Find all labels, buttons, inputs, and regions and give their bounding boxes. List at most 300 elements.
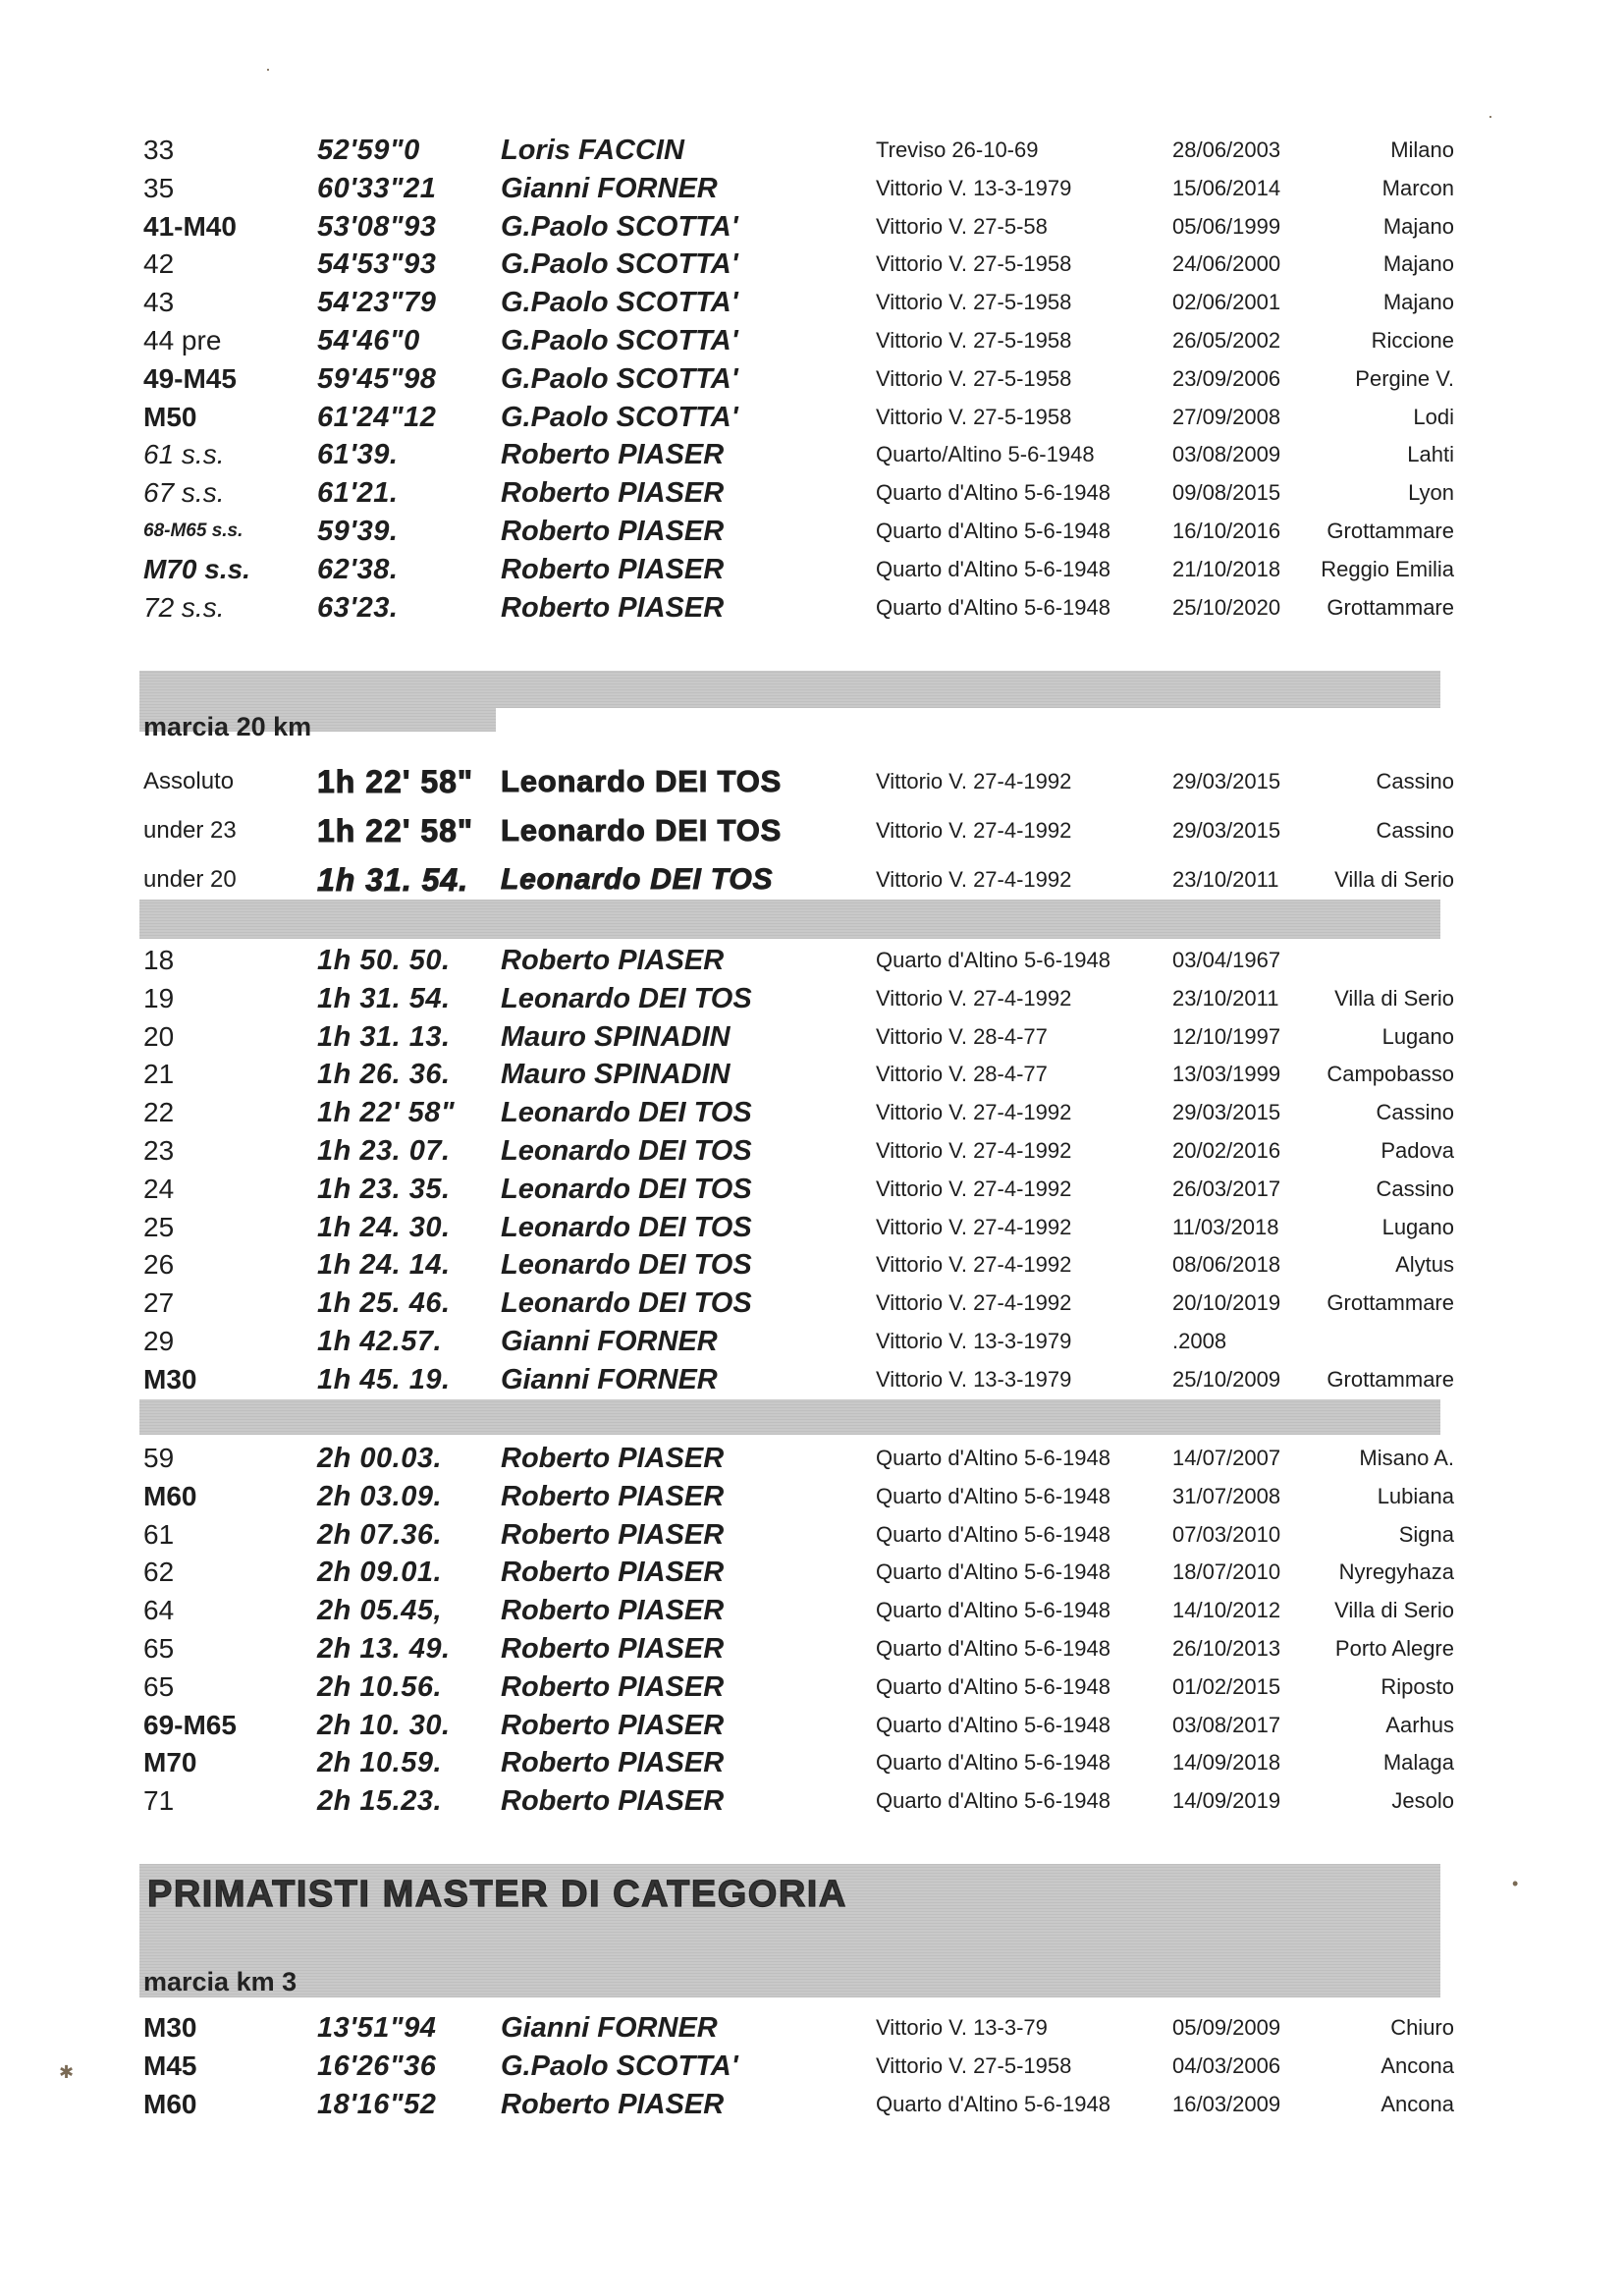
birth-place-date: Vittorio V. 28-4-77	[876, 1062, 1048, 1087]
record-date: 16/03/2009	[1172, 2091, 1281, 2116]
record-time: 2h 09.01.	[317, 1557, 443, 1589]
category-age: 68-M65 s.s.	[143, 519, 244, 541]
record-venue: Aarhus	[1385, 1712, 1454, 1737]
section-band-marcia-20	[139, 671, 1440, 708]
record-row	[0, 980, 1624, 1018]
record-venue: Grottammare	[1326, 518, 1454, 543]
record-row	[0, 284, 1624, 322]
category-age: 26	[143, 1249, 175, 1281]
record-date: 29/03/2015	[1172, 818, 1281, 843]
scan-speck: •	[1512, 1874, 1519, 1893]
record-time: 59'45"98	[317, 362, 437, 395]
record-venue: Marcon	[1381, 175, 1454, 200]
scan-speck: ✱	[59, 2062, 75, 2082]
record-venue: Lubiana	[1377, 1483, 1454, 1508]
athlete-name: Roberto PIASER	[501, 1557, 725, 1589]
athlete-name: Gianni FORNER	[501, 172, 718, 204]
birth-place-date: Vittorio V. 13-3-1979	[876, 175, 1072, 200]
record-time: 2h 10.59.	[317, 1747, 443, 1779]
birth-place-date: Quarto d'Altino 5-6-1948	[876, 1521, 1111, 1547]
record-time: 2h 05.45,	[317, 1595, 443, 1627]
record-time: 1h 31. 54.	[317, 982, 451, 1014]
record-time: 1h 31. 54.	[317, 862, 469, 898]
record-time: 2h 10.56.	[317, 1670, 443, 1703]
birth-place-date: Quarto d'Altino 5-6-1948	[876, 518, 1111, 543]
athlete-name: Gianni FORNER	[501, 1325, 718, 1357]
record-venue: Misano A.	[1359, 1446, 1454, 1470]
record-time: 1h 22' 58"	[317, 764, 474, 799]
record-row	[0, 436, 1624, 474]
record-date: 21/10/2018	[1172, 556, 1281, 581]
record-venue: Malaga	[1382, 1750, 1454, 1776]
record-time: 1h 31. 13.	[317, 1020, 451, 1053]
record-row	[0, 322, 1624, 360]
birth-place-date: Vittorio V. 13-3-1979	[876, 1328, 1072, 1353]
record-venue: Ancona	[1380, 2091, 1454, 2116]
record-time: 1h 24. 14.	[317, 1249, 451, 1282]
record-row	[0, 1630, 1624, 1668]
record-venue: Pergine V.	[1355, 365, 1454, 391]
athlete-name: Loris FACCIN	[501, 135, 684, 166]
athlete-name: Roberto PIASER	[501, 1518, 725, 1551]
record-row	[0, 1132, 1624, 1171]
record-venue: Grottammare	[1326, 1366, 1454, 1392]
record-date: 26/10/2013	[1172, 1635, 1281, 1661]
record-date: 23/10/2011	[1172, 985, 1279, 1011]
record-venue: Padova	[1380, 1137, 1454, 1163]
category-age: 21	[143, 1059, 175, 1090]
record-venue: Lahti	[1407, 442, 1454, 467]
athlete-name: Gianni FORNER	[501, 2012, 718, 2044]
record-date: 02/06/2001	[1172, 290, 1281, 315]
athlete-name: Roberto PIASER	[501, 553, 725, 585]
birth-place-date: Quarto d'Altino 5-6-1948	[876, 1598, 1111, 1623]
record-row	[0, 1323, 1624, 1361]
category-age: M60	[143, 1480, 197, 1511]
marcia-20-master-records	[0, 1440, 1624, 1821]
record-row	[0, 246, 1624, 284]
record-row	[0, 1592, 1624, 1630]
record-row	[0, 1440, 1624, 1478]
athlete-name: Leonardo DEI TOS	[501, 982, 752, 1014]
category-age: M50	[143, 401, 197, 432]
category-age: 65	[143, 1670, 175, 1702]
athlete-name: Roberto PIASER	[501, 1595, 725, 1627]
record-venue: Majano	[1382, 290, 1454, 315]
record-venue: Lyon	[1408, 480, 1454, 506]
category-age: 61	[143, 1518, 175, 1550]
section-band-divider-1	[139, 900, 1440, 939]
category-age: M70	[143, 1747, 197, 1778]
athlete-name: G.Paolo SCOTTA'	[501, 362, 738, 395]
birth-place-date: Quarto d'Altino 5-6-1948	[876, 1788, 1111, 1814]
athlete-name: Roberto PIASER	[501, 1670, 725, 1703]
record-venue: Nyregyhaza	[1338, 1559, 1454, 1585]
record-time: 1h 22' 58"	[317, 813, 474, 848]
record-venue: Porto Alegre	[1334, 1635, 1454, 1661]
headline-record-row	[0, 855, 1624, 904]
athlete-name: Roberto PIASER	[501, 1443, 725, 1474]
record-date: 12/10/1997	[1172, 1023, 1281, 1049]
record-row	[0, 2086, 1624, 2124]
record-time: 1h 26. 36.	[317, 1059, 451, 1091]
athlete-name: Roberto PIASER	[501, 2088, 725, 2120]
athlete-name: Leonardo DEI TOS	[501, 813, 783, 847]
birth-place-date: Quarto d'Altino 5-6-1948	[876, 948, 1111, 972]
category-age: 69-M65	[143, 1709, 237, 1740]
record-row	[0, 1094, 1624, 1132]
record-venue: Milano	[1390, 137, 1454, 162]
athlete-name: G.Paolo SCOTTA'	[501, 248, 738, 281]
record-venue: Villa di Serio	[1334, 1598, 1454, 1623]
record-date: 07/03/2010	[1172, 1521, 1281, 1547]
birth-place-date: Vittorio V. 27-4-1992	[876, 1175, 1072, 1201]
record-row	[0, 1707, 1624, 1745]
birth-place-date: Vittorio V. 27-5-1958	[876, 365, 1072, 391]
athlete-name: G.Paolo SCOTTA'	[501, 210, 738, 243]
record-date: 26/03/2017	[1172, 1175, 1281, 1201]
record-venue: Villa di Serio	[1334, 867, 1454, 892]
category-age: M60	[143, 2088, 197, 2119]
athlete-name: Leonardo DEI TOS	[501, 1173, 752, 1205]
record-venue: Cassino	[1376, 1100, 1454, 1125]
birth-place-date: Vittorio V. 13-3-1979	[876, 1366, 1072, 1392]
athlete-name: Roberto PIASER	[501, 439, 725, 471]
birth-place-date: Vittorio V. 27-4-1992	[876, 769, 1072, 793]
record-time: 16'26"36	[317, 2050, 437, 2082]
category-age: under 23	[143, 817, 237, 844]
record-venue: Cassino	[1376, 818, 1454, 843]
athlete-name: G.Paolo SCOTTA'	[501, 287, 738, 319]
record-row	[0, 360, 1624, 399]
record-row	[0, 1516, 1624, 1555]
birth-place-date: Quarto d'Altino 5-6-1948	[876, 1750, 1111, 1776]
record-date: 18/07/2010	[1172, 1559, 1281, 1585]
record-time: 61'24"12	[317, 401, 437, 433]
birth-place-date: Vittorio V. 13-3-79	[876, 2015, 1048, 2040]
record-time: 13'51"94	[317, 2012, 437, 2044]
record-row	[0, 474, 1624, 513]
category-age: 44 pre	[143, 324, 222, 355]
record-date: 08/06/2018	[1172, 1252, 1281, 1278]
category-age: 62	[143, 1557, 175, 1588]
record-time: 2h 15.23.	[317, 1785, 443, 1818]
record-date: 25/10/2009	[1172, 1366, 1281, 1392]
marcia-km3-records	[0, 2009, 1624, 2123]
record-date: 29/03/2015	[1172, 769, 1281, 793]
record-venue: Majano	[1382, 251, 1454, 277]
record-venue: Alytus	[1395, 1252, 1454, 1278]
record-time: 59'39.	[317, 515, 399, 547]
category-age: 25	[143, 1211, 175, 1242]
record-time: 2h 13. 49.	[317, 1632, 451, 1665]
athlete-name: Roberto PIASER	[501, 1480, 725, 1512]
athlete-name: Leonardo DEI TOS	[501, 863, 774, 896]
category-age: 33	[143, 135, 175, 165]
category-age: 20	[143, 1020, 175, 1052]
birth-place-date: Vittorio V. 27-4-1992	[876, 1252, 1072, 1278]
record-date: 01/02/2015	[1172, 1673, 1281, 1699]
category-age: 41-M40	[143, 210, 237, 242]
record-row	[0, 1554, 1624, 1592]
birth-place-date: Quarto d'Altino 5-6-1948	[876, 1446, 1111, 1470]
category-age: 71	[143, 1785, 175, 1817]
birth-place-date: Quarto/Altino 5-6-1948	[876, 442, 1095, 467]
record-date: 11/03/2018	[1172, 1214, 1279, 1239]
marcia-20-young-records	[0, 942, 1624, 1399]
athlete-name: Mauro SPINADIN	[501, 1059, 731, 1091]
athlete-name: Roberto PIASER	[501, 1785, 725, 1818]
record-row	[0, 1171, 1624, 1209]
athlete-name: Roberto PIASER	[501, 591, 725, 624]
record-date: 25/10/2020	[1172, 594, 1281, 620]
record-time: 62'38.	[317, 553, 399, 585]
scan-speck: ·	[1488, 106, 1493, 126]
record-time: 1h 22' 58"	[317, 1097, 456, 1129]
record-date: 14/10/2012	[1172, 1598, 1281, 1623]
record-date: 27/09/2008	[1172, 404, 1281, 429]
record-date: 16/10/2016	[1172, 518, 1281, 543]
athlete-name: Gianni FORNER	[501, 1363, 718, 1395]
category-age: under 20	[143, 866, 237, 893]
record-time: 63'23.	[317, 591, 399, 624]
athlete-name: Leonardo DEI TOS	[501, 1211, 752, 1243]
record-row	[0, 1478, 1624, 1516]
record-time: 2h 07.36.	[317, 1518, 443, 1551]
scan-speck: ·	[265, 59, 271, 79]
athlete-name: Roberto PIASER	[501, 477, 725, 510]
record-row	[0, 1782, 1624, 1821]
record-venue: Cassino	[1376, 769, 1454, 793]
record-date: 14/07/2007	[1172, 1446, 1281, 1470]
record-time: 52'59"0	[317, 135, 420, 166]
record-time: 2h 00.03.	[317, 1443, 443, 1474]
record-date: 03/08/2009	[1172, 442, 1281, 467]
record-venue: Riccione	[1371, 327, 1454, 353]
record-venue: Campobasso	[1326, 1062, 1454, 1087]
birth-place-date: Treviso 26-10-69	[876, 137, 1039, 162]
record-row	[0, 551, 1624, 589]
category-age: 61 s.s.	[143, 439, 225, 470]
record-row	[0, 1018, 1624, 1057]
category-age: M30	[143, 2012, 197, 2043]
record-venue: Reggio Emilia	[1321, 556, 1454, 581]
category-age: 67 s.s.	[143, 477, 225, 509]
birth-place-date: Vittorio V. 27-4-1992	[876, 1214, 1072, 1239]
record-time: 18'16"52	[317, 2088, 437, 2120]
birth-place-date: Quarto d'Altino 5-6-1948	[876, 2091, 1111, 2116]
record-time: 54'46"0	[317, 324, 420, 356]
athlete-name: Leonardo DEI TOS	[501, 1097, 752, 1129]
record-time: 1h 23. 07.	[317, 1134, 451, 1167]
category-age: 18	[143, 945, 175, 975]
record-date: 14/09/2018	[1172, 1750, 1281, 1776]
record-venue: Signa	[1398, 1521, 1454, 1547]
athlete-name: Roberto PIASER	[501, 945, 725, 976]
category-age: 19	[143, 982, 175, 1013]
athlete-name: Leonardo DEI TOS	[501, 764, 783, 798]
record-row	[0, 2009, 1624, 2048]
record-row	[0, 1056, 1624, 1094]
record-date: 24/06/2000	[1172, 251, 1281, 277]
birth-place-date: Quarto d'Altino 5-6-1948	[876, 1483, 1111, 1508]
record-venue: Grottammare	[1326, 1290, 1454, 1316]
record-time: 2h 10. 30.	[317, 1709, 451, 1741]
category-age: 65	[143, 1632, 175, 1664]
birth-place-date: Vittorio V. 27-4-1992	[876, 1137, 1072, 1163]
athlete-name: G.Paolo SCOTTA'	[501, 324, 738, 356]
marcia-20-headline-records	[0, 757, 1624, 904]
section-band-divider-2	[139, 1399, 1440, 1435]
record-time: 1h 25. 46.	[317, 1287, 451, 1320]
record-time: 1h 45. 19.	[317, 1363, 451, 1395]
record-date: 31/07/2008	[1172, 1483, 1281, 1508]
section-label-marcia-20: marcia 20 km	[143, 712, 312, 741]
birth-place-date: Vittorio V. 27-4-1992	[876, 1100, 1072, 1125]
record-row	[0, 942, 1624, 980]
record-row	[0, 399, 1624, 437]
record-venue: Jesolo	[1391, 1788, 1454, 1814]
athlete-name: Leonardo DEI TOS	[501, 1287, 752, 1320]
record-row	[0, 1209, 1624, 1247]
birth-place-date: Vittorio V. 27-4-1992	[876, 867, 1072, 892]
record-venue: Lodi	[1413, 404, 1454, 429]
record-time: 1h 42.57.	[317, 1325, 443, 1357]
record-date: 03/04/1967	[1172, 948, 1281, 972]
record-date: 14/09/2019	[1172, 1788, 1281, 1814]
record-venue: Grottammare	[1326, 594, 1454, 620]
record-date: 03/08/2017	[1172, 1712, 1281, 1737]
birth-place-date: Quarto d'Altino 5-6-1948	[876, 480, 1111, 506]
record-time: 54'23"79	[317, 287, 437, 319]
athlete-name: Mauro SPINADIN	[501, 1020, 731, 1053]
category-age: 59	[143, 1443, 175, 1473]
headline-record-row	[0, 757, 1624, 806]
record-venue: Majano	[1382, 213, 1454, 239]
record-venue: Chiuro	[1390, 2015, 1454, 2040]
birth-place-date: Vittorio V. 27-5-1958	[876, 404, 1072, 429]
athlete-name: Roberto PIASER	[501, 1632, 725, 1665]
record-date: .2008	[1172, 1328, 1227, 1353]
category-age: 27	[143, 1287, 175, 1319]
record-row	[0, 132, 1624, 170]
record-date: 09/08/2015	[1172, 480, 1281, 506]
category-age: 23	[143, 1134, 175, 1166]
birth-place-date: Quarto d'Altino 5-6-1948	[876, 556, 1111, 581]
category-age: 72 s.s.	[143, 591, 225, 623]
record-row	[0, 589, 1624, 628]
record-date: 05/09/2009	[1172, 2015, 1281, 2040]
record-time: 1h 23. 35.	[317, 1173, 451, 1205]
headline-record-row	[0, 806, 1624, 855]
record-row	[0, 170, 1624, 208]
record-row	[0, 2048, 1624, 2086]
record-time: 61'21.	[317, 477, 399, 510]
record-date: 13/03/1999	[1172, 1062, 1281, 1087]
athlete-name: Leonardo DEI TOS	[501, 1134, 752, 1167]
category-age: 24	[143, 1173, 175, 1204]
birth-place-date: Vittorio V. 27-4-1992	[876, 818, 1072, 843]
athlete-name: G.Paolo SCOTTA'	[501, 2050, 738, 2082]
record-row	[0, 1361, 1624, 1399]
athlete-name: Roberto PIASER	[501, 1747, 725, 1779]
record-row	[0, 1285, 1624, 1323]
record-date: 26/05/2002	[1172, 327, 1281, 353]
birth-place-date: Vittorio V. 27-5-1958	[876, 2052, 1072, 2078]
record-date: 15/06/2014	[1172, 175, 1281, 200]
record-row	[0, 1246, 1624, 1285]
birth-place-date: Quarto d'Altino 5-6-1948	[876, 1712, 1111, 1737]
category-age: 29	[143, 1325, 175, 1356]
record-venue: Cassino	[1376, 1175, 1454, 1201]
record-time: 60'33"21	[317, 172, 437, 204]
athlete-name: Roberto PIASER	[501, 1709, 725, 1741]
record-row	[0, 513, 1624, 551]
category-age: M70 s.s.	[143, 553, 250, 584]
record-row	[0, 1668, 1624, 1707]
birth-place-date: Vittorio V. 27-5-1958	[876, 251, 1072, 277]
section-label-marcia-km3: marcia km 3	[143, 1967, 298, 1996]
record-date: 05/06/1999	[1172, 213, 1281, 239]
record-date: 29/03/2015	[1172, 1100, 1281, 1125]
record-row	[0, 1744, 1624, 1782]
record-venue: Lugano	[1381, 1214, 1454, 1239]
category-age: Assoluto	[143, 768, 235, 794]
athlete-name: Leonardo DEI TOS	[501, 1249, 752, 1282]
masters-section-title: PRIMATISTI MASTER DI CATEGORIA	[147, 1874, 847, 1915]
category-age: 43	[143, 287, 175, 318]
record-time: 61'39.	[317, 439, 399, 471]
birth-place-date: Vittorio V. 28-4-77	[876, 1023, 1048, 1049]
record-date: 20/10/2019	[1172, 1290, 1281, 1316]
record-time: 1h 50. 50.	[317, 945, 451, 976]
birth-place-date: Quarto d'Altino 5-6-1948	[876, 594, 1111, 620]
record-row	[0, 208, 1624, 246]
birth-place-date: Vittorio V. 27-5-1958	[876, 327, 1072, 353]
birth-place-date: Vittorio V. 27-5-58	[876, 213, 1048, 239]
record-date: 20/02/2016	[1172, 1137, 1281, 1163]
record-date: 23/09/2006	[1172, 365, 1281, 391]
record-venue: Villa di Serio	[1334, 985, 1454, 1011]
birth-place-date: Vittorio V. 27-4-1992	[876, 1290, 1072, 1316]
birth-place-date: Vittorio V. 27-4-1992	[876, 985, 1072, 1011]
birth-place-date: Vittorio V. 27-5-1958	[876, 290, 1072, 315]
top-records-list	[0, 132, 1624, 627]
record-venue: Lugano	[1381, 1023, 1454, 1049]
athlete-name: G.Paolo SCOTTA'	[501, 401, 738, 433]
category-age: 35	[143, 172, 175, 203]
record-venue: Ancona	[1380, 2052, 1454, 2078]
birth-place-date: Quarto d'Altino 5-6-1948	[876, 1673, 1111, 1699]
category-age: M30	[143, 1363, 197, 1394]
category-age: M45	[143, 2050, 197, 2081]
category-age: 64	[143, 1595, 175, 1626]
birth-place-date: Quarto d'Altino 5-6-1948	[876, 1635, 1111, 1661]
athlete-name: Roberto PIASER	[501, 515, 725, 547]
category-age: 49-M45	[143, 362, 237, 394]
record-time: 2h 03.09.	[317, 1480, 443, 1512]
category-age: 22	[143, 1097, 175, 1128]
record-time: 53'08"93	[317, 210, 437, 243]
record-venue: Riposto	[1380, 1673, 1454, 1699]
birth-place-date: Quarto d'Altino 5-6-1948	[876, 1559, 1111, 1585]
record-date: 23/10/2011	[1172, 867, 1279, 892]
record-time: 1h 24. 30.	[317, 1211, 451, 1243]
record-time: 54'53"93	[317, 248, 437, 281]
record-date: 04/03/2006	[1172, 2052, 1281, 2078]
record-date: 28/06/2003	[1172, 137, 1281, 162]
category-age: 42	[143, 248, 175, 280]
